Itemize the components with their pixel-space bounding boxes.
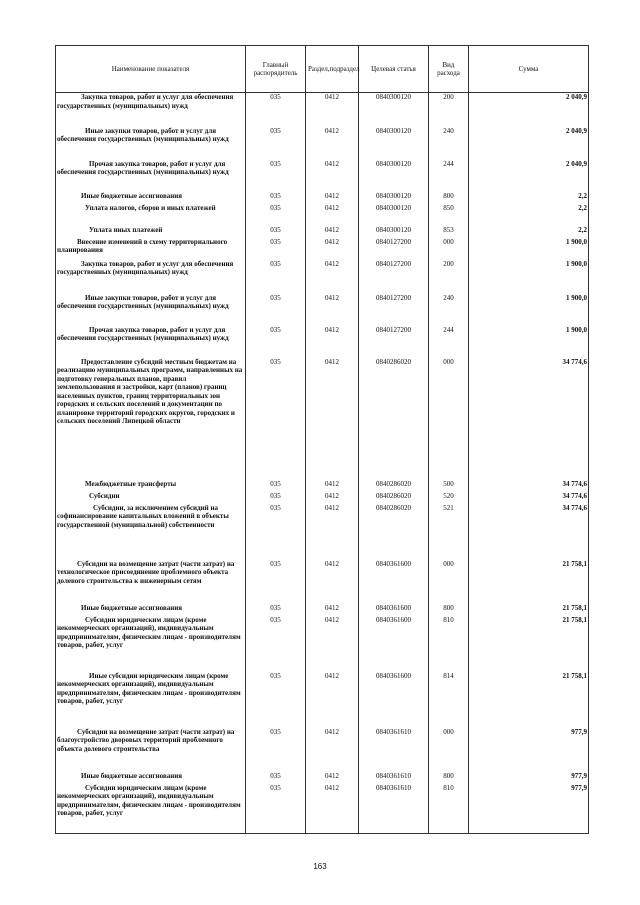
row-name-cell: Уплата налогов, сборов и иных платежей bbox=[56, 204, 246, 226]
row-sum-cell: 1 900,0 bbox=[469, 294, 589, 326]
row-kind-cell: 000 bbox=[429, 560, 469, 604]
table-row bbox=[56, 784, 589, 834]
row-section-cell: 0412 bbox=[306, 604, 359, 616]
row-admin-cell: 035 bbox=[246, 294, 306, 326]
row-name-cell: Иные бюджетные ассигнования bbox=[56, 604, 246, 616]
row-admin-cell: 035 bbox=[246, 672, 306, 728]
row-target-cell: 0840286020 bbox=[359, 480, 429, 492]
row-target-cell: 0840361600 bbox=[359, 672, 429, 728]
row-kind-cell: 200 bbox=[429, 260, 469, 294]
row-section-cell: 0412 bbox=[306, 326, 359, 358]
row-kind-cell: 244 bbox=[429, 160, 469, 192]
row-sum-cell: 1 900,0 bbox=[469, 238, 589, 260]
row-name-cell: Внесение изменений в схему территориального планирования bbox=[56, 238, 246, 260]
row-target-cell: 0840300120 bbox=[359, 226, 429, 238]
row-sum-cell: 21 758,1 bbox=[469, 604, 589, 616]
table-row bbox=[56, 93, 589, 127]
row-admin-cell: 035 bbox=[246, 772, 306, 784]
row-name-cell: Субсидии на возмещение затрат (части затрат) на технологическое присоединение проблемного объекта долевого строительства к инженерным сетям bbox=[56, 560, 246, 604]
row-admin-cell: 035 bbox=[246, 492, 306, 504]
row-sum-cell: 2 040,9 bbox=[469, 160, 589, 192]
column-header-target: Целевая статья bbox=[359, 46, 429, 93]
row-admin-cell: 035 bbox=[246, 226, 306, 238]
row-sum-cell: 2 040,9 bbox=[469, 127, 589, 160]
budget-table bbox=[55, 45, 589, 834]
row-target-cell: 0840361610 bbox=[359, 728, 429, 772]
table-row bbox=[56, 504, 589, 560]
row-target-cell: 0840127200 bbox=[359, 294, 429, 326]
row-target-cell: 0840361600 bbox=[359, 616, 429, 672]
table-row bbox=[56, 560, 589, 604]
row-target-cell: 0840286020 bbox=[359, 358, 429, 480]
row-name-cell: Субсидии юридическим лицам (кроме некоммерческих организаций), индивидуальным предпринимателям, физическим лицам - производителям товаров, работ, услуг bbox=[56, 616, 246, 672]
row-kind-cell: 240 bbox=[429, 294, 469, 326]
table-row bbox=[56, 616, 589, 672]
row-kind-cell: 810 bbox=[429, 616, 469, 672]
row-section-cell: 0412 bbox=[306, 93, 359, 127]
row-section-cell: 0412 bbox=[306, 204, 359, 226]
row-admin-cell: 035 bbox=[246, 93, 306, 127]
row-kind-cell: 200 bbox=[429, 93, 469, 127]
row-section-cell: 0412 bbox=[306, 260, 359, 294]
row-admin-cell: 035 bbox=[246, 160, 306, 192]
row-target-cell: 0840127200 bbox=[359, 238, 429, 260]
row-name-cell: Иные бюджетные ассигнования bbox=[56, 192, 246, 204]
row-name-cell: Субсидии на возмещение затрат (части затрат) на благоустройство дворовых территорий проблемного объекта долевого строительства bbox=[56, 728, 246, 772]
row-admin-cell: 035 bbox=[246, 238, 306, 260]
row-sum-cell: 34 774,6 bbox=[469, 358, 589, 480]
row-sum-cell: 34 774,6 bbox=[469, 504, 589, 560]
row-sum-cell: 2 040,9 bbox=[469, 93, 589, 127]
row-sum-cell: 21 758,1 bbox=[469, 560, 589, 604]
table-row bbox=[56, 226, 589, 238]
row-target-cell: 0840300120 bbox=[359, 192, 429, 204]
row-name-cell: Уплата иных платежей bbox=[56, 226, 246, 238]
row-target-cell: 0840127200 bbox=[359, 260, 429, 294]
row-section-cell: 0412 bbox=[306, 492, 359, 504]
table-row bbox=[56, 326, 589, 358]
row-target-cell: 0840300120 bbox=[359, 204, 429, 226]
page-number: 163 bbox=[313, 862, 327, 871]
row-kind-cell: 850 bbox=[429, 204, 469, 226]
row-section-cell: 0412 bbox=[306, 294, 359, 326]
row-section-cell: 0412 bbox=[306, 784, 359, 834]
row-target-cell: 0840361600 bbox=[359, 560, 429, 604]
row-admin-cell: 035 bbox=[246, 616, 306, 672]
row-name-cell: Иные закупки товаров, работ и услуг для обеспечения государственных (муниципальных) нужд bbox=[56, 294, 246, 326]
column-header-sum: Сумма bbox=[469, 46, 589, 93]
table-row bbox=[56, 772, 589, 784]
row-kind-cell: 500 bbox=[429, 480, 469, 492]
table-row bbox=[56, 358, 589, 480]
table-row bbox=[56, 127, 589, 160]
row-sum-cell: 2,2 bbox=[469, 204, 589, 226]
row-kind-cell: 800 bbox=[429, 192, 469, 204]
table-row bbox=[56, 192, 589, 204]
column-header-section: Раздел,подраздел bbox=[306, 46, 359, 93]
table-row bbox=[56, 204, 589, 226]
row-admin-cell: 035 bbox=[246, 480, 306, 492]
table-header-row bbox=[56, 46, 589, 93]
row-kind-cell: 853 bbox=[429, 226, 469, 238]
row-admin-cell: 035 bbox=[246, 204, 306, 226]
row-kind-cell: 521 bbox=[429, 504, 469, 560]
column-header-admin: Главный распорядитель bbox=[246, 46, 306, 93]
row-name-cell: Закупка товаров, работ и услуг для обеспечения государственных (муниципальных) нужд bbox=[56, 260, 246, 294]
row-sum-cell: 34 774,6 bbox=[469, 492, 589, 504]
row-kind-cell: 800 bbox=[429, 772, 469, 784]
table-row bbox=[56, 480, 589, 492]
row-name-cell: Предоставление субсидий местным бюджетам на реализацию муниципальных программ, направленных на подготовку генеральных планов, правил землепользования и застройки, карт (планов) границ населенных пунктов, границ территориальных зон городских и сельских поселений и документации по планировке территорий городских округов, городских и сельских поселений Липецкой области bbox=[56, 358, 246, 480]
row-kind-cell: 000 bbox=[429, 238, 469, 260]
row-sum-cell: 21 758,1 bbox=[469, 616, 589, 672]
row-target-cell: 0840361610 bbox=[359, 772, 429, 784]
table-row bbox=[56, 294, 589, 326]
row-target-cell: 0840286020 bbox=[359, 492, 429, 504]
column-header-kind: Вид расхода bbox=[429, 46, 469, 93]
row-admin-cell: 035 bbox=[246, 260, 306, 294]
row-section-cell: 0412 bbox=[306, 192, 359, 204]
row-target-cell: 0840361600 bbox=[359, 604, 429, 616]
row-section-cell: 0412 bbox=[306, 127, 359, 160]
table-row bbox=[56, 238, 589, 260]
row-sum-cell: 977,9 bbox=[469, 772, 589, 784]
row-section-cell: 0412 bbox=[306, 358, 359, 480]
row-sum-cell: 1 900,0 bbox=[469, 326, 589, 358]
row-section-cell: 0412 bbox=[306, 772, 359, 784]
row-admin-cell: 035 bbox=[246, 784, 306, 834]
row-admin-cell: 035 bbox=[246, 560, 306, 604]
row-section-cell: 0412 bbox=[306, 560, 359, 604]
row-section-cell: 0412 bbox=[306, 160, 359, 192]
row-section-cell: 0412 bbox=[306, 504, 359, 560]
row-name-cell: Субсидии, за исключением субсидий на софинансирование капитальных вложений в объекты государственной (муниципальной) собственности bbox=[56, 504, 246, 560]
row-name-cell: Субсидии юридическим лицам (кроме некоммерческих организаций), индивидуальным предпринимателям, физическим лицам - производителям товаров, работ, услуг bbox=[56, 784, 246, 834]
row-target-cell: 0840300120 bbox=[359, 160, 429, 192]
row-target-cell: 0840286020 bbox=[359, 504, 429, 560]
row-kind-cell: 520 bbox=[429, 492, 469, 504]
row-target-cell: 0840361610 bbox=[359, 784, 429, 834]
table-row bbox=[56, 728, 589, 772]
table-row bbox=[56, 260, 589, 294]
row-kind-cell: 814 bbox=[429, 672, 469, 728]
row-section-cell: 0412 bbox=[306, 480, 359, 492]
row-admin-cell: 035 bbox=[246, 127, 306, 160]
row-admin-cell: 035 bbox=[246, 192, 306, 204]
row-name-cell: Иные закупки товаров, работ и услуг для обеспечения государственных (муниципальных) нужд bbox=[56, 127, 246, 160]
row-admin-cell: 035 bbox=[246, 358, 306, 480]
row-admin-cell: 035 bbox=[246, 326, 306, 358]
row-name-cell: Субсидии bbox=[56, 492, 246, 504]
table-row bbox=[56, 492, 589, 504]
row-section-cell: 0412 bbox=[306, 728, 359, 772]
row-name-cell: Закупка товаров, работ и услуг для обеспечения государственных (муниципальных) нужд bbox=[56, 93, 246, 127]
row-sum-cell: 977,9 bbox=[469, 784, 589, 834]
row-sum-cell: 2,2 bbox=[469, 192, 589, 204]
row-kind-cell: 244 bbox=[429, 326, 469, 358]
row-name-cell: Иные бюджетные ассигнования bbox=[56, 772, 246, 784]
row-name-cell: Прочая закупка товаров, работ и услуг для обеспечения государственных (муниципальных) нужд bbox=[56, 326, 246, 358]
row-name-cell: Межбюджетные трансферты bbox=[56, 480, 246, 492]
row-kind-cell: 800 bbox=[429, 604, 469, 616]
row-section-cell: 0412 bbox=[306, 226, 359, 238]
row-kind-cell: 810 bbox=[429, 784, 469, 834]
table-row bbox=[56, 604, 589, 616]
row-name-cell: Иные субсидии юридическим лицам (кроме некоммерческих организаций), индивидуальным предпринимателям, физическим лицам - производителям товаров, работ, услуг bbox=[56, 672, 246, 728]
table-row bbox=[56, 160, 589, 192]
row-sum-cell: 34 774,6 bbox=[469, 480, 589, 492]
row-sum-cell: 1 900,0 bbox=[469, 260, 589, 294]
row-target-cell: 0840300120 bbox=[359, 127, 429, 160]
row-admin-cell: 035 bbox=[246, 604, 306, 616]
row-section-cell: 0412 bbox=[306, 616, 359, 672]
row-kind-cell: 240 bbox=[429, 127, 469, 160]
row-kind-cell: 000 bbox=[429, 728, 469, 772]
table-row bbox=[56, 672, 589, 728]
row-sum-cell: 2,2 bbox=[469, 226, 589, 238]
row-admin-cell: 035 bbox=[246, 728, 306, 772]
row-target-cell: 0840300120 bbox=[359, 93, 429, 127]
row-section-cell: 0412 bbox=[306, 672, 359, 728]
row-sum-cell: 21 758,1 bbox=[469, 672, 589, 728]
row-admin-cell: 035 bbox=[246, 504, 306, 560]
row-sum-cell: 977,9 bbox=[469, 728, 589, 772]
column-header-name: Наименование показателя bbox=[56, 46, 246, 93]
row-section-cell: 0412 bbox=[306, 238, 359, 260]
row-name-cell: Прочая закупка товаров, работ и услуг для обеспечения государственных (муниципальных) нужд bbox=[56, 160, 246, 192]
row-kind-cell: 000 bbox=[429, 358, 469, 480]
row-target-cell: 0840127200 bbox=[359, 326, 429, 358]
